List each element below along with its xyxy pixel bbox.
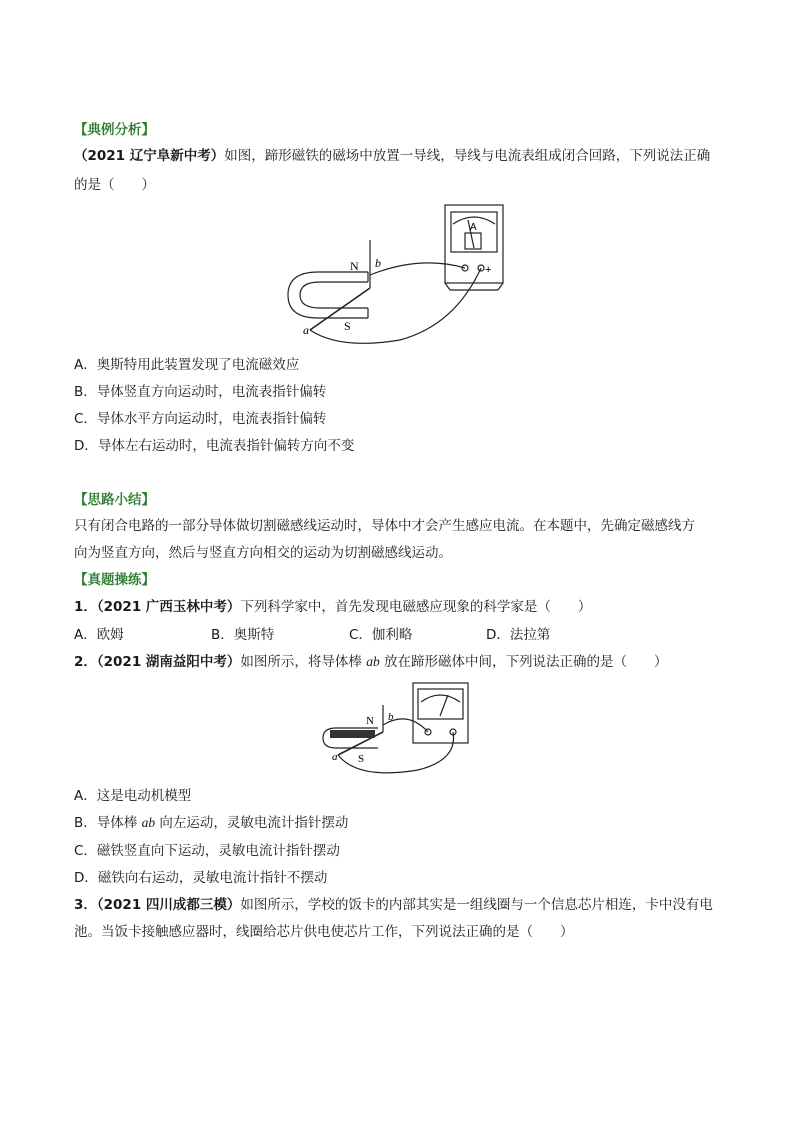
conductor-ab: [310, 288, 370, 330]
galvanometer-case: [413, 683, 468, 743]
galvanometer-needle: [440, 695, 448, 716]
section-heading-practice: 【真题操练】: [74, 572, 155, 588]
wire-b: [370, 263, 465, 275]
question-1-text: 下列科学家中，首先发现电磁感应现象的科学家是（ ）: [240, 599, 592, 615]
question-1-options: [74, 625, 734, 645]
label-b: b: [375, 256, 381, 270]
q1-option-a: A．欧姆: [74, 627, 124, 643]
summary-line: 只有闭合电路的一部分导体做切割磁感线运动时，导体中才会产生感应电流。在本题中，先确定磁感线方: [74, 518, 695, 534]
wire-a: [310, 268, 481, 343]
option-a: A．奥斯特用此装置发现了电流磁效应: [74, 357, 300, 373]
q2-option-d: D．磁铁向右运动，灵敏电流计指针不摆动: [74, 870, 328, 886]
question-2-text-rest: 放在蹄形磁体中间，下列说法正确的是（ ）: [384, 654, 668, 670]
q1-option-d: D．法拉第: [486, 627, 551, 643]
question-3-text: 如图所示，学校的饭卡的内部其实是一组线圈与一个信息芯片相连，卡中没有电: [240, 897, 713, 913]
q2-option-a: A．这是电动机模型: [74, 788, 192, 804]
question-stem-line: 的是（ ）: [74, 177, 155, 193]
wire-a-2: [338, 732, 454, 773]
section-heading-summary: 【思路小结】: [74, 492, 155, 508]
question-source: （2021 辽宁阜新中考）: [74, 148, 225, 164]
question-stem-line: [74, 146, 734, 166]
q1-option-b: B．奥斯特: [211, 627, 275, 643]
pole-n-label: N: [350, 259, 359, 273]
question-1-prefix: 1．（2021 广西玉林中考）: [74, 599, 241, 615]
pole-n-label-2: N: [366, 715, 374, 727]
question-3-stem: [74, 895, 734, 915]
question-3-prefix: 3．（2021 四川成都三模）: [74, 897, 241, 913]
question-2-stem: [74, 652, 734, 672]
magnet-shade: [330, 730, 375, 738]
galvanometer-scale-arc: [421, 695, 460, 702]
pole-s-label-2: S: [358, 753, 365, 765]
summary-line: 向为竖直方向，然后与竖直方向相交的运动为切割磁感线运动。: [74, 545, 452, 561]
option-c: C．导体水平方向运动时，电流表指针偏转: [74, 411, 327, 427]
question-2-text: 如图所示，将导体棒: [240, 654, 362, 670]
option-d: D．导体左右运动时，电流表指针偏转方向不变: [74, 438, 355, 454]
q1-option-c: C．伽利略: [349, 627, 413, 643]
q2-option-c: C．磁铁竖直向下运动，灵敏电流计指针摆动: [74, 843, 340, 859]
pole-s-label: S: [344, 319, 351, 333]
label-a: a: [303, 323, 309, 337]
ammeter-label-a: A: [470, 222, 477, 233]
label-a-2: a: [332, 751, 338, 763]
plus-sign: +: [485, 264, 492, 276]
q2-option-b-text: B．导体棒: [74, 815, 138, 831]
q2-option-b-var: ab: [141, 815, 156, 830]
question-2-var: ab: [366, 654, 380, 669]
option-b: B．导体竖直方向运动时，电流表指针偏转: [74, 384, 327, 400]
q2-option-b: [74, 813, 734, 833]
figure-magnet-galvanometer: [318, 680, 478, 780]
figure-magnet-ammeter: [280, 200, 520, 350]
question-3-stem-line2: 池。当饭卡接触感应器时，线圈给芯片供电使芯片工作，下列说法正确的是（ ）: [74, 924, 574, 940]
section-heading-example: 【典例分析】: [74, 122, 155, 138]
q2-option-b-rest: 向左运动，灵敏电流计指针摆动: [159, 815, 349, 831]
question-1-stem: [74, 597, 734, 617]
label-b-2: b: [388, 711, 394, 723]
question-2-prefix: 2．（2021 湖南益阳中考）: [74, 654, 241, 670]
question-text: 如图，蹄形磁铁的磁场中放置一导线，导线与电流表组成闭合回路，下列说法正确: [224, 148, 711, 164]
